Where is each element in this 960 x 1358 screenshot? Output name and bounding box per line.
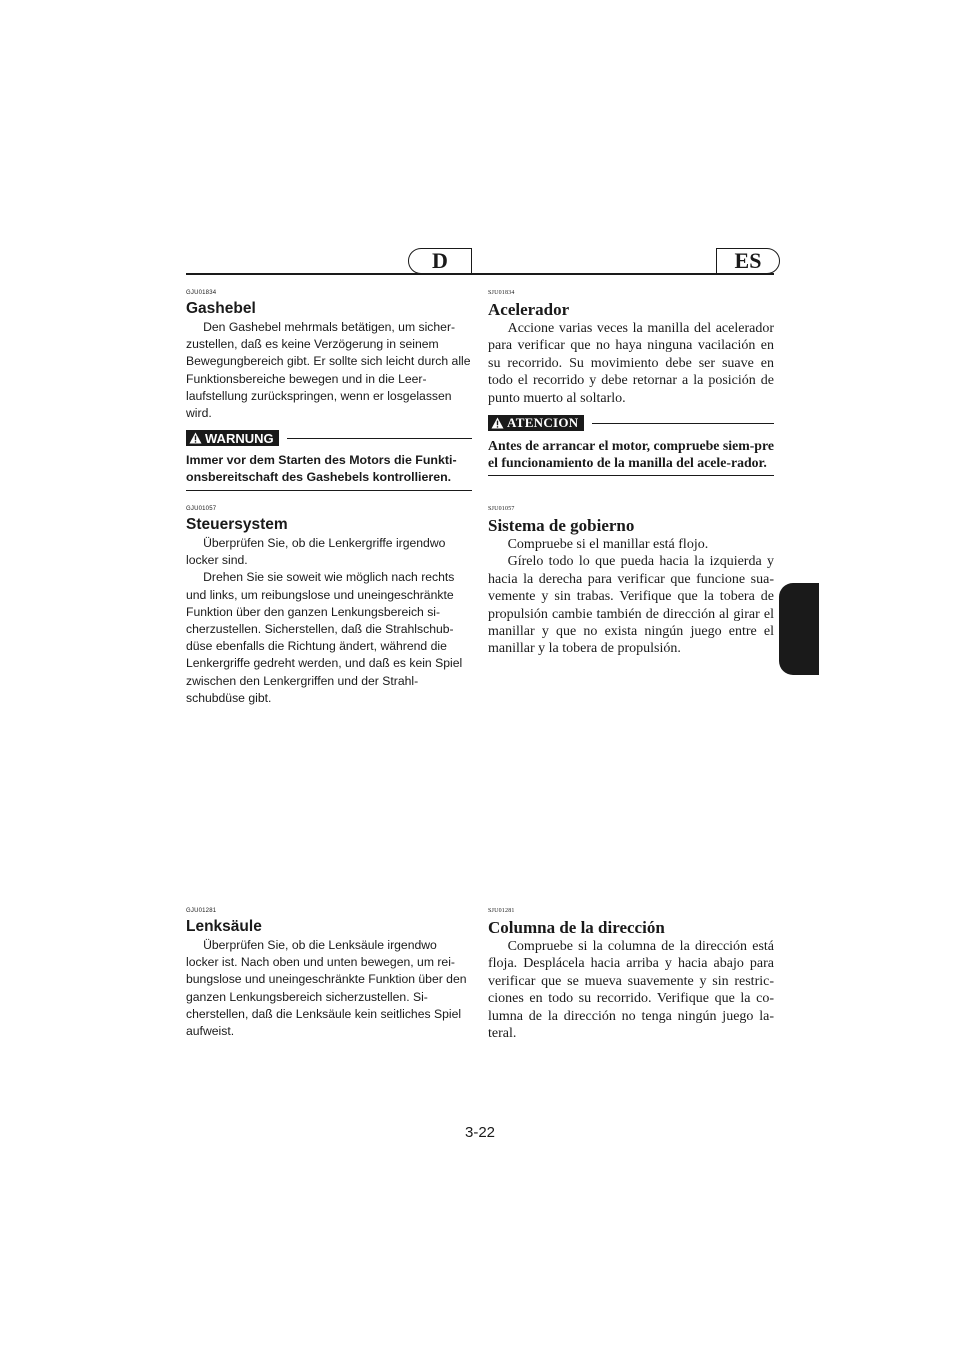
de-section-lenksaeule	[186, 907, 472, 1040]
de-section-steuersystem	[186, 505, 472, 707]
de-section-gashebel	[186, 289, 472, 491]
section-title: Lenksäule	[186, 918, 262, 935]
section-code: GJU01057	[186, 506, 217, 512]
section-text: Gírelo todo lo que pueda hacia la izquierda y hacia la derecha para verificar que funcione sua-vemente y sin trabas. Verifique que la tobera de propulsión cambie también de dirección al girar el manillar y que no exista ningún juego entre el manillar y la tobera de propulsión.	[488, 554, 774, 657]
caution-header	[488, 415, 774, 431]
es-section-sistema-de-gobierno	[488, 505, 774, 658]
warning-triangle-icon	[491, 417, 504, 429]
language-badge-german: D	[408, 248, 472, 274]
section-code: SJU01057	[488, 506, 515, 512]
caution-label: ATENCION	[507, 415, 579, 431]
warning-rule	[287, 438, 472, 439]
warning-label: WARNUNG	[205, 430, 274, 446]
warning-badge	[186, 430, 279, 446]
language-badge-spanish: ES	[716, 248, 780, 274]
caution-rule	[592, 423, 774, 424]
section-code: GJU01281	[186, 908, 217, 914]
section-title: Gashebel	[186, 300, 256, 317]
warning-text: Immer vor dem Starten des Motors die Funkti-onsbereitschaft des Gashebels kontrollieren.	[186, 452, 472, 491]
page-number: 3-22	[464, 1124, 496, 1141]
section-text: Überprüfen Sie, ob die Lenksäule irgendwo locker ist. Nach oben und unten bewegen, um rei-bungslose und uneingeschränkte Funktion über den ganzen Lenkungsbereich sicherzustellen. Si-cherstellen, daß die Lenksäule kein seitliches Spiel aufweist.	[186, 938, 467, 1039]
chapter-side-tab	[779, 583, 819, 675]
section-title: Acelerador	[488, 300, 570, 319]
section-title: Steuersystem	[186, 516, 288, 533]
section-code: SJU01281	[488, 908, 515, 914]
section-code: SJU01834	[488, 290, 515, 296]
section-text: Compruebe si la columna de la dirección está floja. Desplácela hacia arriba y hacia abajo para verificar que se mueva suavemente y sin restric-ciones en todo su recorrido. Verifique que la co-lumna de la dirección no tenga ningún juego la-teral.	[488, 939, 774, 1042]
es-section-columna-de-la-direccion	[488, 907, 774, 1042]
es-section-acelerador	[488, 289, 774, 476]
caution-badge	[488, 415, 584, 431]
caution-text: Antes de arrancar el motor, compruebe siem-pre el funcionamiento de la manilla del acele-rador.	[488, 437, 774, 476]
section-code: GJU01834	[186, 290, 217, 296]
warning-triangle-icon	[189, 432, 202, 444]
section-title: Sistema de gobierno	[488, 516, 635, 535]
section-title: Columna de la dirección	[488, 918, 665, 937]
section-text: Accione varias veces la manilla del acelerador para verificar que no haya ninguna vacilación en su recorrido. Su movimiento debe ser suave en todo el recorrido y debe retornar a la posición de punto muerto al soltarlo.	[488, 321, 774, 406]
section-text: Drehen Sie sie soweit wie möglich nach rechts und links, um reibungslose und uneingeschränkte Funktion über den ganzen Lenkungsbereich si-cherzustellen. Sicherstellen, daß die Strahlschub-düse ebenfalls die Richtung ändert, während die Lenkergriffe gedreht werden, und daß es kein Spiel zwischen den Lenkergriffen und der Strahl-schubdüse gibt.	[186, 570, 463, 705]
header-rule	[186, 273, 774, 275]
section-text: Den Gashebel mehrmals betätigen, um sicher-zustellen, daß es keine Verzögerung in seinem Bewegungbereich gibt. Er sollte sich leicht durch alle Funktionsbereiche bewegen und in die Leer-laufstellung zurückspringen, wenn er losgelassen wird.	[186, 320, 471, 421]
section-text: Compruebe si el manillar está flojo.	[507, 537, 709, 552]
section-text: Überprüfen Sie, ob die Lenkergriffe irgendwo locker sind.	[186, 536, 446, 568]
warning-header	[186, 430, 472, 446]
